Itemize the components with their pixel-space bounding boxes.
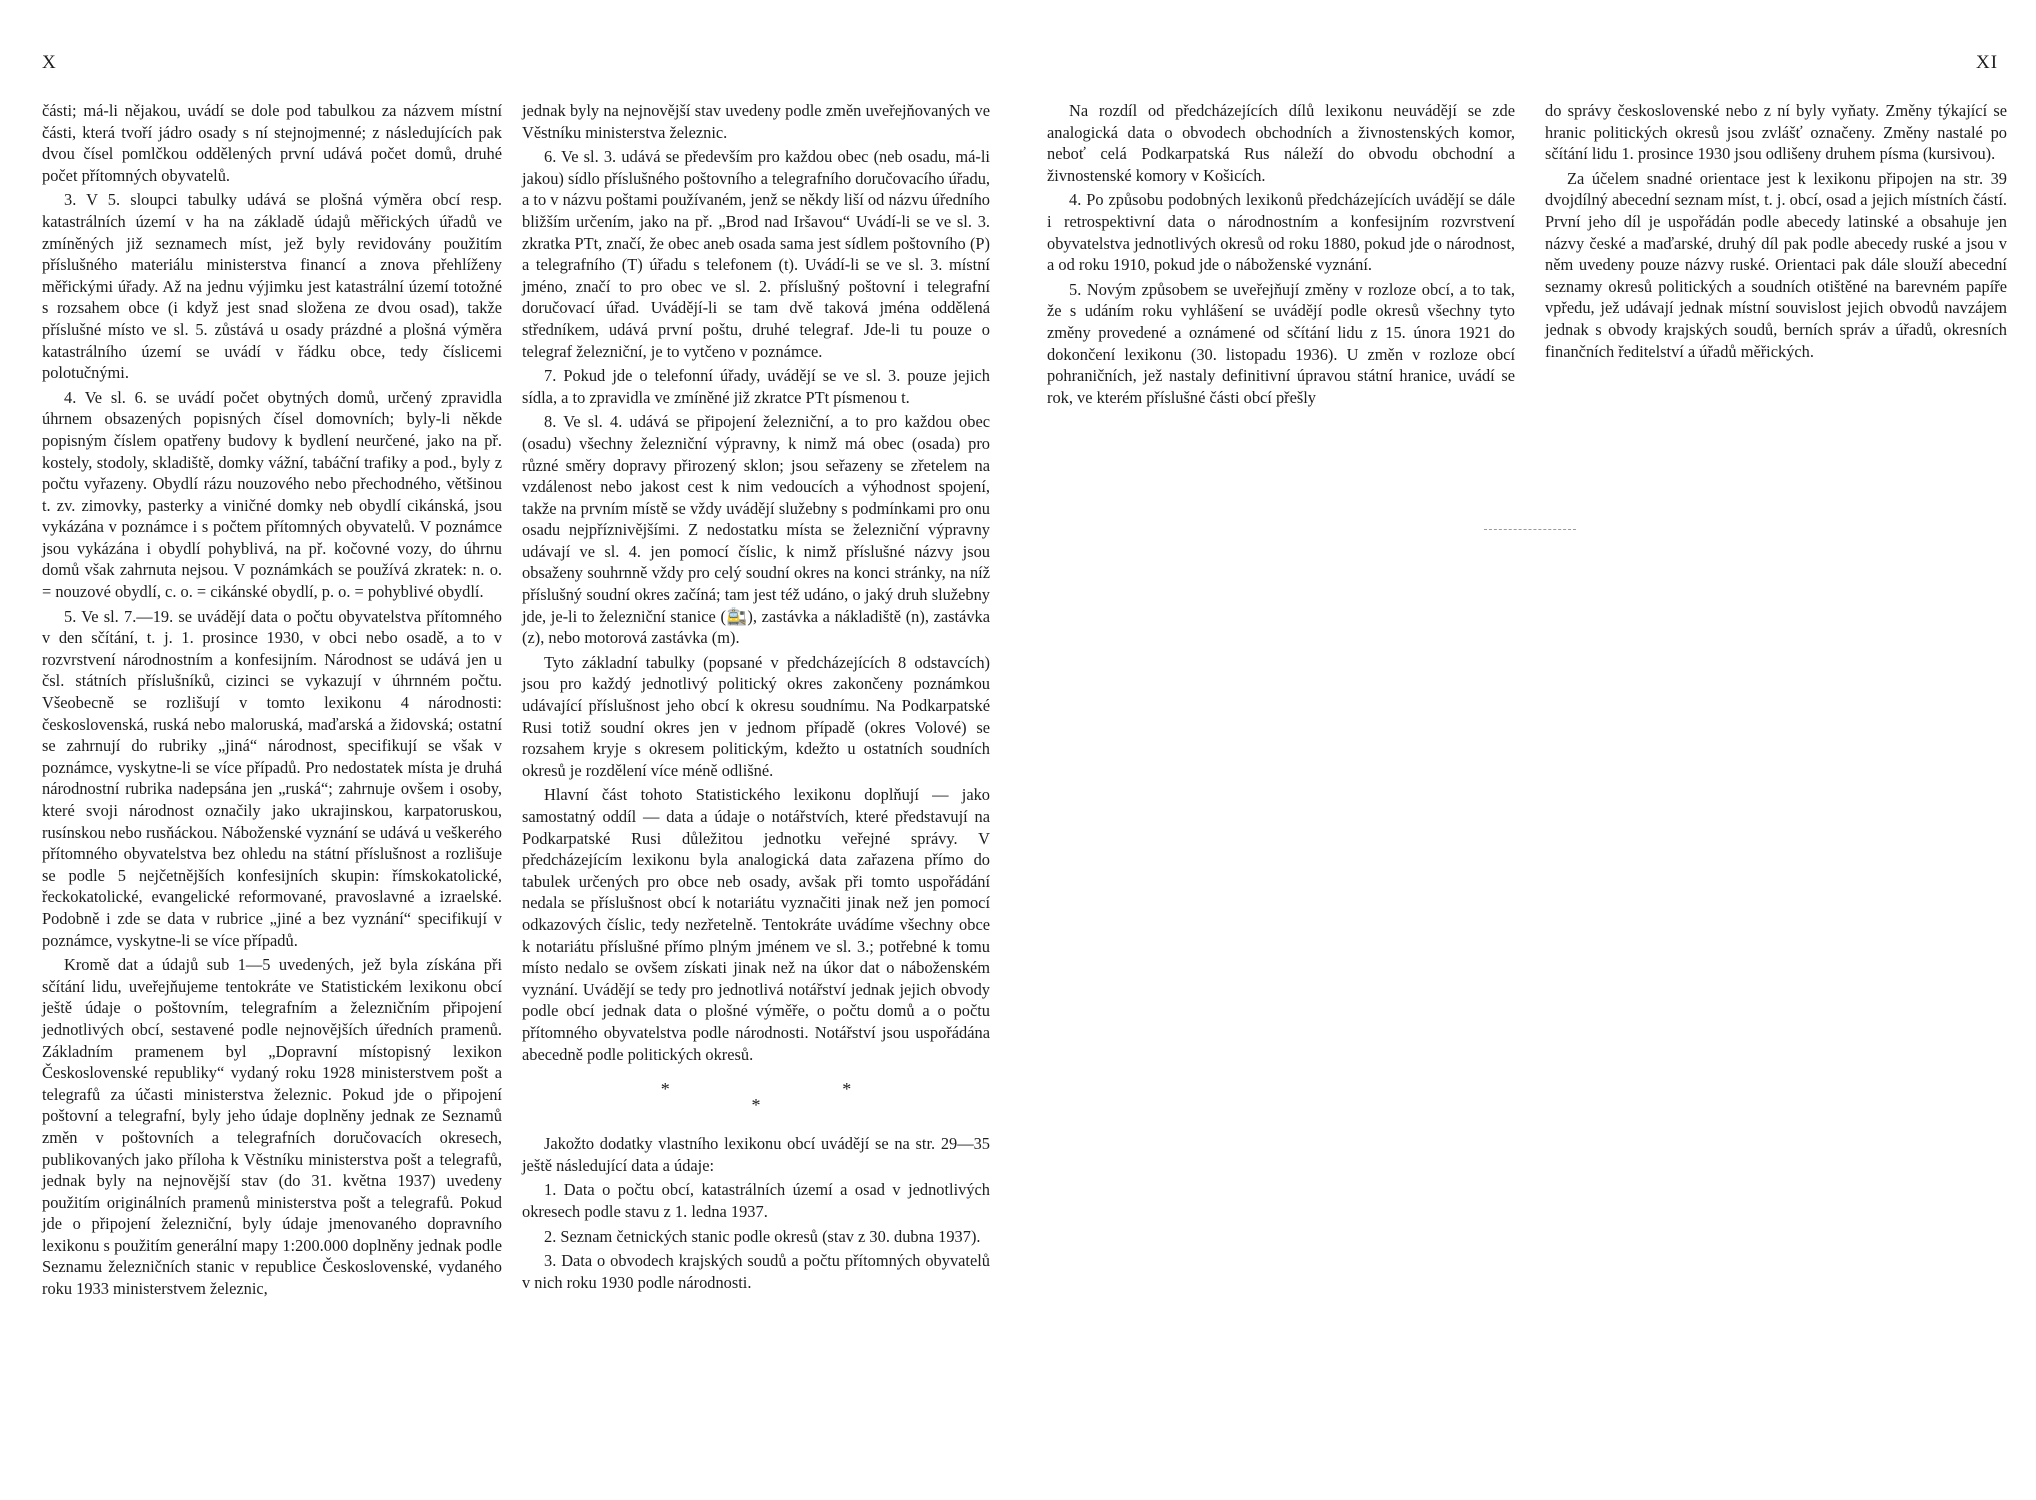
list-item: 2. Seznam četnických stanic podle okresů (stav z 30. dubna 1937). <box>544 1226 981 1246</box>
page-number-right: XI <box>1976 52 1999 73</box>
paragraph: Kromě dat a údajů sub 1—5 uvedených, jež byla získána při sčítání lidu, uveřejňujeme tentokráte ve Statistickém lexikonu obcí ještě údaje o poštovním, telegrafním a železničním připojení jednotlivých obcí, sestavené podle nejnovějších úředních pramenů. Základním pramenem byl „Dopravní místopisný lexikon Československé republiky“ vydaný roku 1928 ministerstvem pošt a telegrafů za účasti ministerstva železnic. Pokud jde o připojení poštovní a telegrafní, byly jeho údaje doplněny jednak ze Seznamů změn v poštovních a telegrafních doručovacích okresech, publikovaných jako příloha k Věstníku ministerstva pošt a telegrafů, jednak byly na nejnovější stav (do 31. května 1937) uvedeny použitím originálních pramenů ministerstva pošt a telegrafů. Pokud jde o připojení železniční, byly údaje jmenovaného dopravního lexikonu s použitím generální mapy 1:200.000 doplněny jednak podle Seznamu železničních stanic v republice Československé, vydaného roku 1933 ministerstvem železnic, <box>42 955 502 1299</box>
paragraph: jednak byly na nejnovější stav uvedeny podle změn uveřejňovaných ve Věstníku ministerstva železnic. <box>522 101 990 142</box>
paragraph: Za účelem snadné orientace jest k lexikonu připojen na str. 39 dvojdílný abecední seznam míst, t. j. obcí, osad a jejich místních částí. První jeho díl je uspořádán podle abecedy latinské a obsahuje jen názvy české a maďarské, druhý díl pak podle abecedy ruské a jsou v něm uvedeny pouze názvy ruské. Orientaci pak dále slouží abecední seznamy okresů politických a soudních otištěné na barevném papíře vpředu, jež udávají jednak místní souvislost jejich obvodů navzájem jednak s obvody krajských soudů, berních správ a úřadů, okresních finančních ředitelství a úřadů měřických. <box>1545 168 2007 361</box>
list-item: 3. Data o obvodech krajských soudů a počtu přítomných obyvatelů v nich roku 1930 podle národnosti. <box>522 1251 990 1292</box>
paragraph: 8. Ve sl. 4. udává se připojení železniční, a to pro každou obec (osadu) všechny železniční výpravny, k nimž má obec (osada) pro různé směry dopravy přirozený sklon; jsou seřazeny se zřetelem na vzdálenost nebo jakost cest k nim vedoucích a výhodnost spojení, takže na prvním místě se vždy uvádějí služebny s podmínkami pro onu osadu nejpříznivějšími. Z nedostatku místa se železniční výpravny udávají ve sl. 4. jen pomocí číslic, k nimž příslušné názvy jsou obsaženy souhrnně vždy pro celý soudní okres na konci stránky, na níž příslušný soudní okres začíná; tam jest též udáno, o jaký druh služebny jde, je-li to železniční stanice (🚉), zastávka a nákladiště (n), zastávka (z), nebo motorová zastávka (m). <box>522 412 990 648</box>
paragraph: 3. V 5. sloupci tabulky udává se plošná výměra obcí resp. katastrálních území v ha na základě údajů měřických úřadů ve zmíněných již seznamech míst, jež byly revidovány použitím příslušného materiálu ministerstva financí a znova přehlíženy měřickými úřady. Až na jednu výjimku jest katastrální území totožné s rozsahem obce (i když jest snad složena ze dvou osad), takže příslušné místo ve sl. 5. zůstává u osady prázdné a plošná výměra katastrálního území se uvádí v řádku obce, tedy číslicemi polotučnými. <box>42 190 502 383</box>
section-separator <box>522 1079 990 1116</box>
separator-stars: * * * <box>660 1079 936 1116</box>
right-page-column-2 <box>1545 100 2007 365</box>
paragraph: Tyto základní tabulky (popsané v předcházejících 8 odstavcích) jsou pro každý jednotlivý politický okres zakončeny poznámkou udávající příslušnost jeho obcí k okresu soudnímu. Na Podkarpatské Rusi totiž soudní okres jen v jednom případě (okres Volové) se rozsahem kryje s okresem politickým, kdežto u ostatních soudních okresů je rozdělení více méně odlišné. <box>522 652 990 780</box>
paragraph: 4. Ve sl. 6. se uvádí počet obytných domů, určený zpravidla úhrnem obsazených popisných čísel domovních; byly-li někde popisným číslem opatřeny budovy k bydlení neurčené, jako na př. kostely, stodoly, skladiště, domky vážní, tabáční trafiky a pod., byly z počtu vyřazeny. Obydlí rázu nouzového nebo přechodného, většinou t. zv. zimovky, pasterky a viničné domky neb obydlí cikánská, jsou vykázána v poznámce i s počtem přítomných obyvatelů. V poznámce jsou vykázána i obydlí pohyblivá, na př. kočovné vozy, do úhrnu domů však zahrnuta nejsou. V poznámkách se používá zkratek: n. o. = nouzové obydlí, c. o. = cikánské obydlí, p. o. = pohyblivé obydlí. <box>42 387 502 602</box>
paragraph: části; má-li nějakou, uvádí se dole pod tabulkou za názvem místní části, která tvoří jádro osady s ní stejnojmenné; z následujících pak dvou čísel pomlčkou oddělených první udává počet domů, druhé počet přítomných obyvatelů. <box>42 101 502 185</box>
paragraph: 5. Novým způsobem se uveřejňují změny v rozloze obcí, a to tak, že s udáním roku vyhlášení se uvádějí podle okresů všechny tyto změny provedené a oznámené od sčítání lidu z 15. února 1921 do dokončení lexikonu (30. listopadu 1936). U změn v rozloze obcí pohraničních, jež nastaly definitivní úpravou státní hranice, uvádí se rok, ve kterém příslušné části obcí přešly <box>1047 279 1515 407</box>
decorative-rule <box>1484 529 1576 530</box>
paragraph: do správy československé nebo z ní byly vyňaty. Změny týkající se hranic politických okresů jsou zvlášť označeny. Změny nastalé po sčítání lidu 1. prosince 1930 jsou odlišeny druhem písma (kursivou). <box>1545 101 2007 164</box>
list-item: 1. Data o počtu obcí, katastrálních území a osad v jednotlivých okresech podle stavu z 1. ledna 1937. <box>522 1180 990 1221</box>
page-number-left: X <box>42 52 57 73</box>
paragraph: 6. Ve sl. 3. udává se především pro každou obec (neb osadu, má-li jakou) sídlo příslušného poštovního a telegrafního doručovacího úřadu, a to v názvu poštami používaném, jenž se někdy liší od názvu úředního bližším určením, jako na př. „Brod nad Iršavou“ Uvádí-li se ve sl. 3. zkratka PTt, značí, že obec aneb osada sama jest sídlem poštovního (P) a telegrafního (T) úřadu s telefonem (t). Uvádí-li se ve sl. 3. místní jméno, značí to pro obec ve sl. 2. příslušný poštovní i telegrafní doručovací úřad. Uvádějí-li se tam dvě taková jména oddělená středníkem, udává první poštu, druhé telegraf. Jde-li tu pouze o telegraf železniční, je to vytčeno v poznámce. <box>522 147 990 361</box>
paragraph: 7. Pokud jde o telefonní úřady, uvádějí se ve sl. 3. pouze jejich sídla, a to zpravidla ve zmíněné již zkratce PTt písmenou t. <box>522 366 990 407</box>
paragraph: 5. Ve sl. 7.—19. se uvádějí data o počtu obyvatelstva přítomného v den sčítání, t. j. 1. prosince 1930, v obci nebo osadě, a to v rozvrstvení národnostním a konfesijním. Národnost se udává jen u čsl. státních příslušníků, cizinci se vykazují v úhrnném počtu. Všeobecně se rozlišují v tomto lexikonu 4 národnosti: československá, ruská nebo maloruská, maďarská a židovská; ostatní se zahrnují do rubriky „jiná“ národnost, specifikují se však v poznámce, vyskytne-li se více případů. Pro nedostatek místa je druhá národnostní rubrika nadepsána jen „ruská“; zahrnuje ovšem i osoby, které svoji národnost označily jako ukrajinskou, karpatoruskou, rusínskou nebo rusňáckou. Náboženské vyznání se udává u veškerého přítomného obyvatelstva bez ohledu na státní příslušnost a rozlišuje se podle 5 nejčetnějších konfesijních skupin: římskokatolické, řeckokatolické, evangelické reformované, pravoslavné a izraelské. Podobně i zde se data v rubrice „jiné a bez vyznání“ specifikují v poznámce, vyskytne-li se více případů. <box>42 606 502 950</box>
paragraph: Hlavní část tohoto Statistického lexikonu doplňují — jako samostatný oddíl — data a údaje o notářstvích, které představují na Podkarpatské Rusi důležitou jednotku veřejné správy. V předcházejícím lexikonu byla analogická data zařazena přímo do tabulek určených pro obce neb osady, avšak při tomto uspořádání nedala se příslušnost obcí k notariátu vyznačiti jinak než jen pomocí odkazových číslic, tedy nezřetelně. Tentokráte uvádíme všechny obce k notariátu příslušné přímo plným jménem ve sl. 3.; potřebné k tomu místo nedalo se ovšem získati jinak než na úkor dat o náboženském vyznání. Uvádějí se tedy pro jednotlivá notářství jednak jejich obvody podle obcí jednak data o plošné výměře, o počtu domů a o počtu přítomného obyvatelstva podle národnosti. Notářství jsou uspořádána abecedně podle politických okresů. <box>522 785 990 1064</box>
right-page-column-1 <box>1047 100 1515 411</box>
paragraph: Na rozdíl od předcházejících dílů lexikonu neuvádějí se zde analogická data o obvodech obchodních a živnostenských komor, neboť celá Podkarpatská Rus náleží do obvodu obchodní a živnostenské komory v Košicích. <box>1047 101 1515 185</box>
paragraph: 4. Po způsobu podobných lexikonů předcházejících uvádějí se dále i retrospektivní data o národnostním a konfesijním rozvrstvení obyvatelstva jednotlivých okresů od roku 1880, pokud jde o národnost, a od roku 1910, pokud jde o náboženské vyznání. <box>1047 190 1515 275</box>
paragraph: Jakožto dodatky vlastního lexikonu obcí uvádějí se na str. 29—35 ještě následující data a údaje: <box>522 1134 990 1175</box>
left-page-column-1 <box>42 100 502 1303</box>
left-page-column-2 <box>522 100 990 1296</box>
